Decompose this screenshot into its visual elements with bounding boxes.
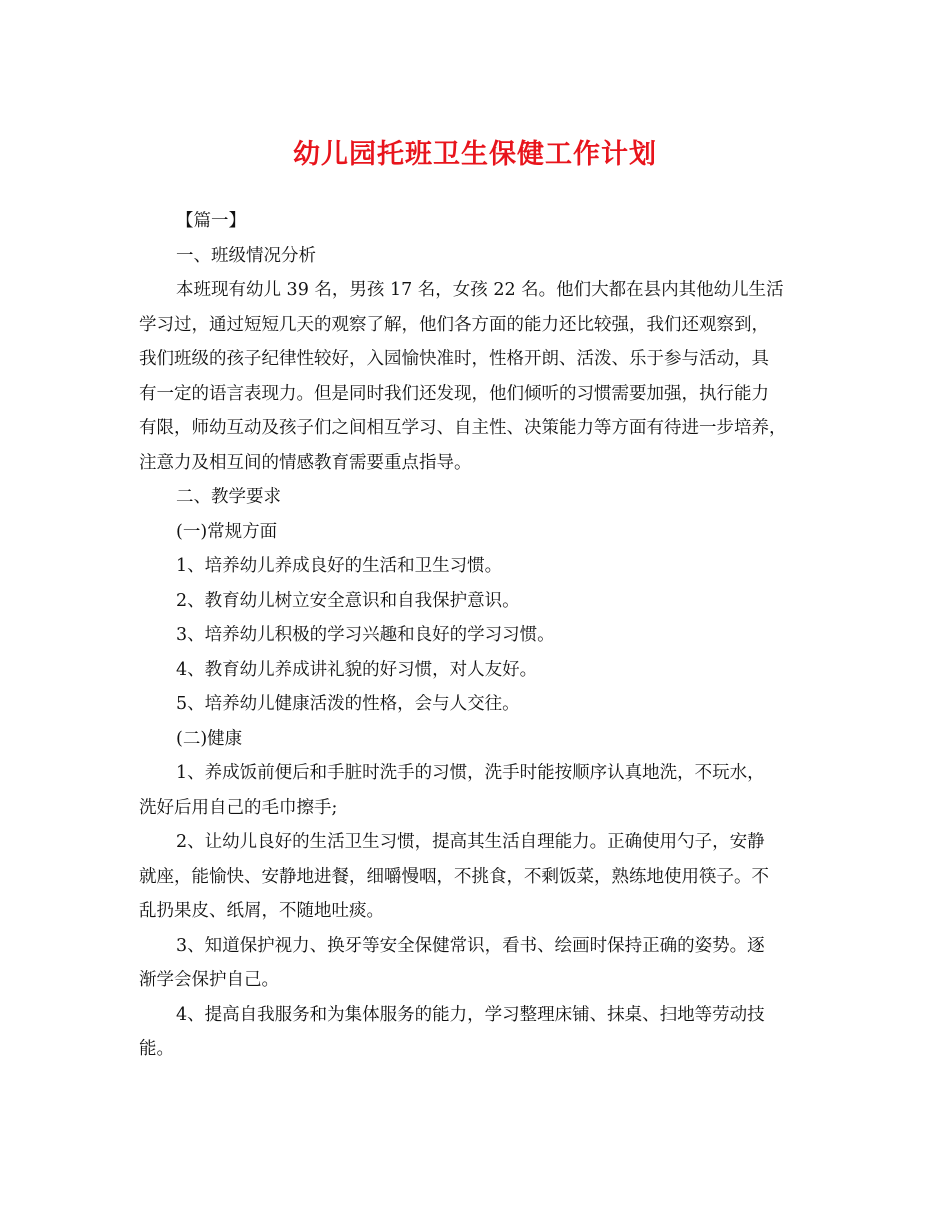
subheading-routine: (一)常规方面 bbox=[176, 521, 278, 542]
paragraph-line: 就座，能愉快、安静地进餐，细嚼慢咽，不挑食，不剩饭菜，熟练地使用筷子。不 bbox=[139, 866, 769, 887]
list-item: 5、培养幼儿健康活泼的性格，会与人交往。 bbox=[176, 694, 520, 714]
health-item-2 bbox=[139, 825, 815, 929]
paragraph-line: 我们班级的孩子纪律性较好，入园愉快准时，性格开朗、活泼、乐于参与活动，具 bbox=[139, 349, 769, 369]
paragraph-line: 学习过，通过短短几天的观察了解，他们各方面的能力还比较强，我们还观察到， bbox=[139, 314, 769, 335]
paragraph-line: 注意力及相互间的情感教育需要重点指导。 bbox=[139, 452, 472, 473]
health-item-4 bbox=[139, 998, 815, 1067]
paragraph-line: 3、知道保护视力、换牙等安全保健常识，看书、绘画时保持正确的姿势。逐 bbox=[176, 935, 765, 956]
section-tag: 【篇一】 bbox=[176, 211, 246, 231]
paragraph-line: 洗好后用自己的毛巾擦手; bbox=[139, 797, 338, 818]
document-body bbox=[139, 204, 815, 1067]
paragraph-line: 2、让幼儿良好的生活卫生习惯，提高其生活自理能力。正确使用勺子，安静 bbox=[176, 832, 765, 852]
paragraph-line: 有限，师幼互动及孩子们之间相互学习、自主性、决策能力等方面有待进一步培养， bbox=[139, 418, 787, 438]
paragraph-line: 能。 bbox=[139, 1039, 174, 1059]
paragraph-line: 1、养成饭前便后和手脏时洗手的习惯，洗手时能按顺序认真地洗，不玩水， bbox=[176, 763, 765, 783]
paragraph-line: 乱扔果皮、纸屑，不随地吐痰。 bbox=[139, 901, 384, 921]
list-item: 3、培养幼儿积极的学习兴趣和良好的学习习惯。 bbox=[176, 625, 555, 645]
health-item-3 bbox=[139, 929, 815, 998]
list-item: 1、培养幼儿养成良好的生活和卫生习惯。 bbox=[176, 556, 503, 576]
paragraph-line: 渐学会保护自己。 bbox=[139, 970, 279, 990]
paragraph-class-analysis bbox=[139, 273, 815, 480]
heading-class-analysis: 一、班级情况分析 bbox=[176, 245, 316, 266]
paragraph-line: 有一定的语言表现力。但是同时我们还发现，他们倾听的习惯需要加强，执行能力 bbox=[139, 383, 769, 404]
list-item: 4、教育幼儿养成讲礼貌的好习惯，对人友好。 bbox=[176, 659, 538, 680]
list-item: 2、教育幼儿树立安全意识和自我保护意识。 bbox=[176, 590, 520, 611]
health-item-1 bbox=[139, 756, 815, 825]
paragraph-line: 本班现有幼儿 39 名，男孩 17 名，女孩 22 名。他们大都在县内其他幼儿生活 bbox=[176, 280, 784, 300]
heading-teaching-requirements: 二、教学要求 bbox=[176, 487, 281, 507]
subheading-health: (二)健康 bbox=[176, 728, 243, 749]
document-title: 幼儿园托班卫生保健工作计划 bbox=[293, 139, 657, 170]
paragraph-line: 4、提高自我服务和为集体服务的能力，学习整理床铺、抹桌、扫地等劳动技 bbox=[176, 1004, 765, 1025]
